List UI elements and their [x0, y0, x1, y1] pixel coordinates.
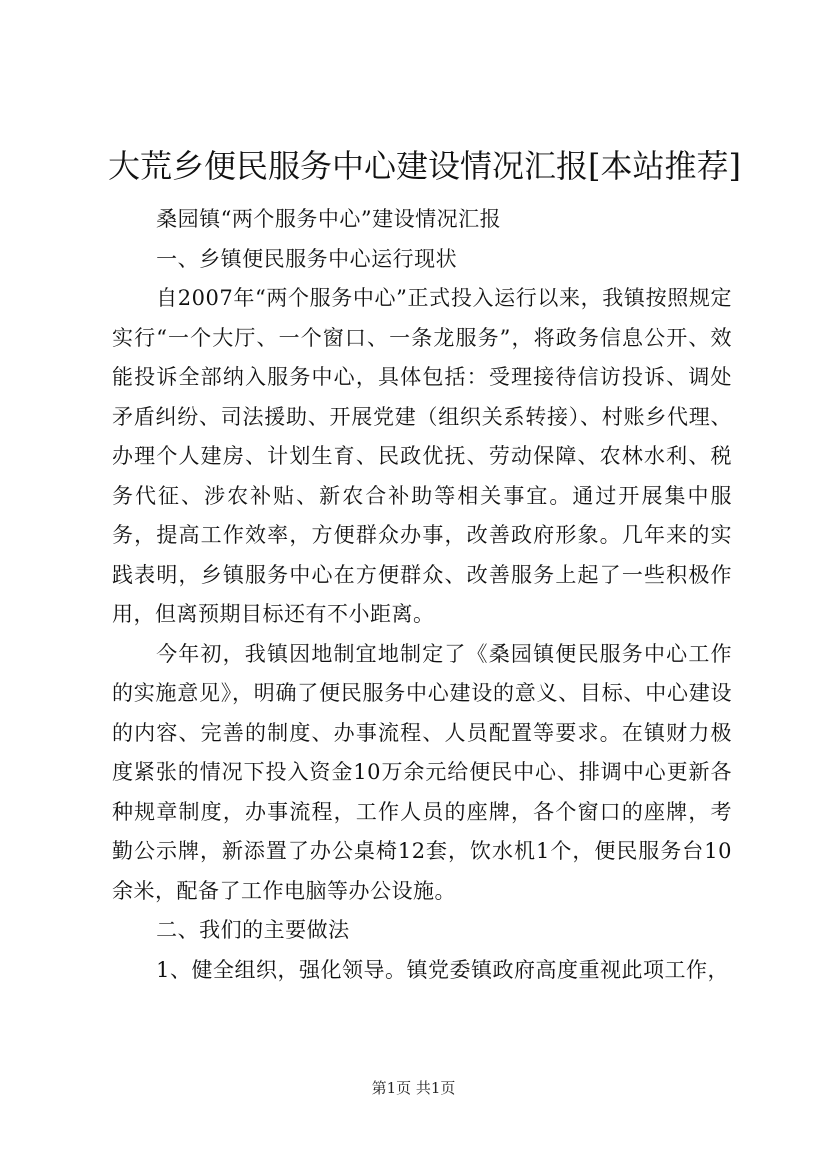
paragraph-2: 今年初，我镇因地制宜地制定了《桑园镇便民服务中心工作的实施意见》，明确了便民服务中心建设的意义、目标、中心建设的内容、完善的制度、办事流程、人员配置等要求。在镇财力极度紧张的情况下投入资金10万余元给便民中心、排调中心更新各种规章制度，办事流程，工作人员的座牌，各个窗口的座牌，考勤公示牌，新添置了办公桌椅12套，饮水机1个，便民服务台10余米，配备了工作电脑等办公设施。	[112, 641, 732, 903]
section-heading-1: 一、乡镇便民服务中心运行现状	[156, 246, 458, 271]
document-body	[112, 200, 732, 990]
paragraph-3: 1、健全组织，强化领导。镇党委镇政府高度重视此项工作，	[156, 957, 729, 982]
page-number-footer: 第1页 共1页	[371, 1079, 456, 1097]
document-subtitle: 桑园镇“两个服务中心”建设情况汇报	[156, 207, 502, 231]
paragraph-1: 自2007年“两个服务中心”正式投入运行以来，我镇按照规定实行“一个大厅、一个窗口、一条龙服务”，将政务信息公开、效能投诉全部纳入服务中心，具体包括：受理接待信访投诉、调处矛盾纠纷、司法援助、开展党建（组织关系转接）、村账乡代理、办理个人建房、计划生育、民政优抚、劳动保障、农林水利、税务代征、涉农补贴、新农合补助等相关事宜。通过开展集中服务，提高工作效率，方便群众办事，改善政府形象。几年来的实践表明，乡镇服务中心在方便群众、改善服务上起了一些积极作用，但离预期目标还有不小距离。	[112, 286, 732, 626]
document-title: 大荒乡便民服务中心建设情况汇报[本站推荐]	[108, 147, 741, 185]
section-heading-2: 二、我们的主要做法	[156, 918, 350, 942]
